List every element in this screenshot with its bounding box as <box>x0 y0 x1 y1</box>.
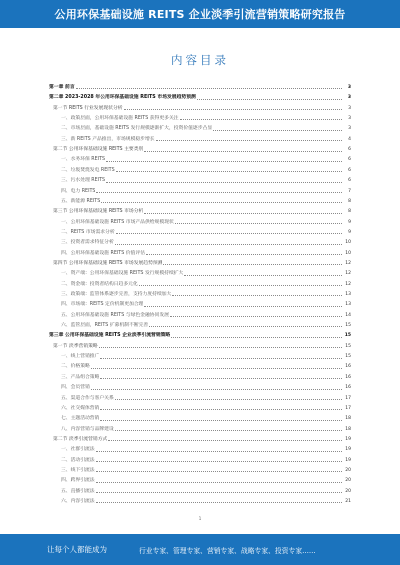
toc-entry-title: 第二章 2023-2028 年公用环保基础设施 REITS 市场发展趋势预测 <box>49 95 196 101</box>
toc-entry[interactable] <box>49 477 351 484</box>
toc-entry-page: 20 <box>345 467 351 473</box>
toc-entry[interactable] <box>49 467 351 474</box>
toc-entry-page: 12 <box>345 260 351 266</box>
toc-entry[interactable] <box>49 457 351 464</box>
toc-entry[interactable] <box>49 177 351 184</box>
toc-entry-page: 15 <box>345 354 351 360</box>
toc-entry-page: 12 <box>345 271 351 277</box>
toc-entry-page: 19 <box>345 457 351 463</box>
toc-entry[interactable] <box>49 312 351 319</box>
toc-entry-title: 八、内容营销与品牌建设 <box>61 426 114 432</box>
toc-leader-dots <box>149 326 342 327</box>
toc-entry-title: 五、新能源 REITS <box>61 198 101 204</box>
toc-entry-title: 第三章 公用环保基础设施 REITS 企业淡季引流营销策略 <box>49 333 171 339</box>
toc-leader-dots <box>100 420 342 421</box>
toc-leader-dots <box>171 337 342 338</box>
footer-bar <box>0 534 400 565</box>
toc-entry-title: 三、投资者需求特征分析 <box>61 240 114 246</box>
toc-leader-dots <box>144 306 342 307</box>
toc-entry-page: 3 <box>348 126 351 132</box>
report-header-bar <box>0 0 400 28</box>
toc-entry-title: 第四节 公用环保基础设施 REITS 市场发展趋势预测 <box>53 260 163 266</box>
toc-leader-dots <box>108 440 342 441</box>
toc-heading: 内容目录 <box>171 53 229 67</box>
toc-entry-title: 四、会员营销 <box>61 385 90 391</box>
toc-entry-title: 第二节 公用环保基础设施 REITS 主要类别 <box>53 147 144 153</box>
toc-entry[interactable] <box>49 301 351 308</box>
toc-entry[interactable] <box>49 125 351 132</box>
toc-entry[interactable] <box>49 436 351 443</box>
toc-entry-title: 一、资产端：公用环保基础设施 REITS 发行规模持续扩大 <box>61 271 184 277</box>
toc-leader-dots <box>139 285 342 286</box>
toc-entry-page: 13 <box>345 292 351 297</box>
toc-leader-dots <box>101 202 342 203</box>
toc-entry-title: 六、内容引流法 <box>61 499 95 504</box>
toc-entry-title: 五、公用环保基础设施 REITS 与绿色金融协同发展 <box>61 312 169 318</box>
toc-leader-dots <box>91 368 342 369</box>
toc-entry-title: 二、价格策略 <box>61 364 90 370</box>
toc-entry[interactable] <box>49 343 351 350</box>
toc-leader-dots <box>99 347 342 348</box>
toc-entry-title: 三、污水处理 REITS <box>61 178 106 184</box>
toc-entry[interactable] <box>49 446 351 453</box>
toc-entry[interactable] <box>49 250 351 257</box>
toc-entry-title: 五、直播引流法 <box>61 488 95 494</box>
toc-entry-title: 三、产品组合策略 <box>61 374 100 380</box>
toc-entry-page: 17 <box>345 395 351 401</box>
page-number: 1 <box>198 516 202 521</box>
toc-entry-title: 四、跨界引流法 <box>61 478 95 484</box>
toc-leader-dots <box>175 223 342 224</box>
toc-entry[interactable] <box>49 353 351 360</box>
toc-entry-page: 20 <box>345 488 351 494</box>
toc-entry-page: 16 <box>345 385 351 391</box>
toc-entry-title: 一、线上营销推广 <box>61 354 100 360</box>
toc-entry-title: 二、活动引流法 <box>61 457 95 463</box>
toc-entry[interactable] <box>49 94 351 101</box>
toc-leader-dots <box>184 275 342 276</box>
toc-entry-title: 第二节 淡季引流营销方式 <box>53 436 108 442</box>
toc-leader-dots <box>100 378 342 379</box>
toc-entry-title: 二、资金端：投资者结构日趋多元化 <box>61 281 138 287</box>
toc-entry[interactable] <box>49 208 351 215</box>
toc-leader-dots <box>213 130 342 131</box>
toc-entry-page: 17 <box>345 405 351 411</box>
toc-leader-dots <box>170 316 342 317</box>
toc-entry-page: 6 <box>348 178 351 184</box>
toc-entry[interactable] <box>49 188 351 195</box>
toc-entry-page: 3 <box>348 105 351 111</box>
toc-entry[interactable] <box>49 291 351 298</box>
report-title: 公用环保基础设施 REITS 企业淡季引流营销策略研究报告 <box>54 8 346 21</box>
toc-leader-dots <box>124 109 342 110</box>
toc-entry-title: 二、市场层面，基础设施 REITS 发行规模逐渐扩大，投资价值逐步凸显 <box>61 126 213 132</box>
toc-entry[interactable] <box>49 384 351 391</box>
footer-slogan-left: 让每个人都能成为 <box>47 545 107 554</box>
toc-entry-title: 五、渠道合作与客户关系 <box>61 395 114 401</box>
toc-entry-page: 7 <box>348 188 351 194</box>
toc-leader-dots <box>115 244 342 245</box>
toc-leader-dots <box>144 213 342 214</box>
toc-leader-dots <box>76 88 342 89</box>
toc-entry-page: 8 <box>348 209 351 215</box>
toc-entry-page: 6 <box>348 167 351 173</box>
toc-entry[interactable] <box>49 260 351 267</box>
toc-entry[interactable] <box>49 498 351 505</box>
footer-slogan-right: 行业专家、管理专家、营销专家、战略专家、投资专家…… <box>139 546 316 555</box>
toc-leader-dots <box>163 264 342 265</box>
toc-entry[interactable] <box>49 84 351 91</box>
toc-leader-dots <box>96 492 342 493</box>
toc-entry-page: 13 <box>345 302 351 308</box>
toc-entry-page: 19 <box>345 436 351 442</box>
toc-entry-title: 四、公用环保基础设施 REITS 价值评估 <box>61 250 145 256</box>
toc-entry-page: 9 <box>348 229 351 235</box>
toc-entry-page: 9 <box>348 219 351 225</box>
toc-entry-title: 二、REITS 市场需求分析 <box>61 229 115 235</box>
toc-leader-dots <box>100 409 342 410</box>
toc-entry-page: 4 <box>348 136 351 142</box>
toc-leader-dots <box>91 389 342 390</box>
toc-entry[interactable] <box>49 198 351 205</box>
toc-leader-dots <box>96 471 342 472</box>
toc-leader-dots <box>96 502 342 503</box>
toc-entry-page: 3 <box>348 116 351 122</box>
toc-entry-title: 一、水务环保 REITS <box>61 157 106 163</box>
toc-entry[interactable] <box>49 488 351 495</box>
toc-entry-title: 四、电力 REITS <box>61 188 96 194</box>
toc-entry-page: 8 <box>348 198 351 204</box>
toc-entry-page: 3 <box>347 95 351 101</box>
toc-leader-dots <box>116 171 342 172</box>
toc-entry-title: 第一节 淡季营销策略 <box>53 343 98 349</box>
toc-entry-title: 第一章 前言 <box>49 85 75 90</box>
toc-leader-dots <box>172 295 342 296</box>
toc-entry[interactable] <box>49 426 351 433</box>
toc-leader-dots <box>116 233 342 234</box>
toc-entry-page: 15 <box>345 343 351 349</box>
toc-entry-title: 六、社交媒体营销 <box>61 405 100 411</box>
toc-entry[interactable] <box>49 405 351 412</box>
toc-leader-dots <box>100 358 342 359</box>
toc-leader-dots <box>96 482 342 483</box>
toc-leader-dots <box>197 99 342 100</box>
toc-entry-page: 16 <box>345 374 351 380</box>
toc-leader-dots <box>156 140 342 141</box>
toc-leader-dots <box>144 151 342 152</box>
toc-entry-page: 15 <box>344 333 351 339</box>
toc-entry-title: 三、政策端：监管体系逐步完善，支持力度持续加大 <box>61 292 172 297</box>
toc-leader-dots <box>96 451 342 452</box>
toc-entry-page: 15 <box>345 323 351 329</box>
toc-entry-title: 二、垃圾焚烧发电 REITS <box>61 167 115 173</box>
toc-entry-title: 一、公用环保基础设施 REITS 市场产品供给规模现状 <box>61 219 174 225</box>
toc-entry-title: 七、主题活动营销 <box>61 416 100 422</box>
toc-entry-page: 14 <box>345 312 351 318</box>
toc-entry-page: 6 <box>348 147 351 153</box>
toc-entry-page: 10 <box>345 250 351 256</box>
toc-entry[interactable] <box>49 322 351 329</box>
toc-leader-dots <box>146 254 342 255</box>
toc-entry-title: 三、新 REITS 产品推出，市场规模稳步增长 <box>61 136 155 142</box>
toc-entry-page: 18 <box>345 416 351 422</box>
toc-entry-title: 六、监管层面，REITS 扩募机制不断完善 <box>61 323 149 329</box>
toc-entry-title: 四、市场端：REITS 定价机制更加合理 <box>61 302 144 308</box>
toc-leader-dots <box>115 430 342 431</box>
toc-entry[interactable] <box>49 115 351 122</box>
toc-entry[interactable] <box>49 156 351 163</box>
toc-entry-page: 19 <box>345 447 351 453</box>
toc-entry[interactable] <box>49 374 351 381</box>
toc-entry-page: 6 <box>348 157 351 163</box>
toc-leader-dots <box>180 119 342 120</box>
toc-entry[interactable] <box>49 219 351 226</box>
toc-entry-page: 12 <box>345 281 351 287</box>
toc-entry[interactable] <box>49 105 351 112</box>
toc-entry-title: 一、政策层面，公用环保基础设施 REITS 获得更多关注 <box>61 116 179 122</box>
toc-entry[interactable] <box>49 332 351 339</box>
toc-entry[interactable] <box>49 415 351 422</box>
toc-leader-dots <box>115 399 342 400</box>
toc-entry-page: 18 <box>345 426 351 432</box>
toc-entry-page: 21 <box>345 499 351 504</box>
toc-entry-title: 一、社群引流法 <box>61 447 95 453</box>
toc-leader-dots <box>106 161 342 162</box>
toc-entry-page: 20 <box>345 478 351 484</box>
toc-entry-page: 3 <box>347 85 351 90</box>
toc-entry[interactable] <box>49 167 351 174</box>
toc-entry[interactable] <box>49 146 351 153</box>
toc-entry-title: 第一节 REITS 行业发展现状分析 <box>53 105 123 111</box>
toc-entry[interactable] <box>49 395 351 402</box>
toc-entry-page: 10 <box>345 240 351 246</box>
toc-entry-page: 16 <box>345 364 351 370</box>
toc-leader-dots <box>96 192 342 193</box>
toc-entry[interactable] <box>49 239 351 246</box>
toc-entry[interactable] <box>49 363 351 370</box>
toc-entry-title: 三、线下引流法 <box>61 467 95 473</box>
toc-leader-dots <box>106 182 342 183</box>
toc-entry[interactable] <box>49 270 351 277</box>
toc-leader-dots <box>96 461 342 462</box>
toc-entry[interactable] <box>49 281 351 288</box>
toc-entry[interactable] <box>49 229 351 236</box>
toc-entry[interactable] <box>49 136 351 143</box>
toc-entry-title: 第三节 公用环保基础设施 REITS 市场分析 <box>53 209 144 215</box>
